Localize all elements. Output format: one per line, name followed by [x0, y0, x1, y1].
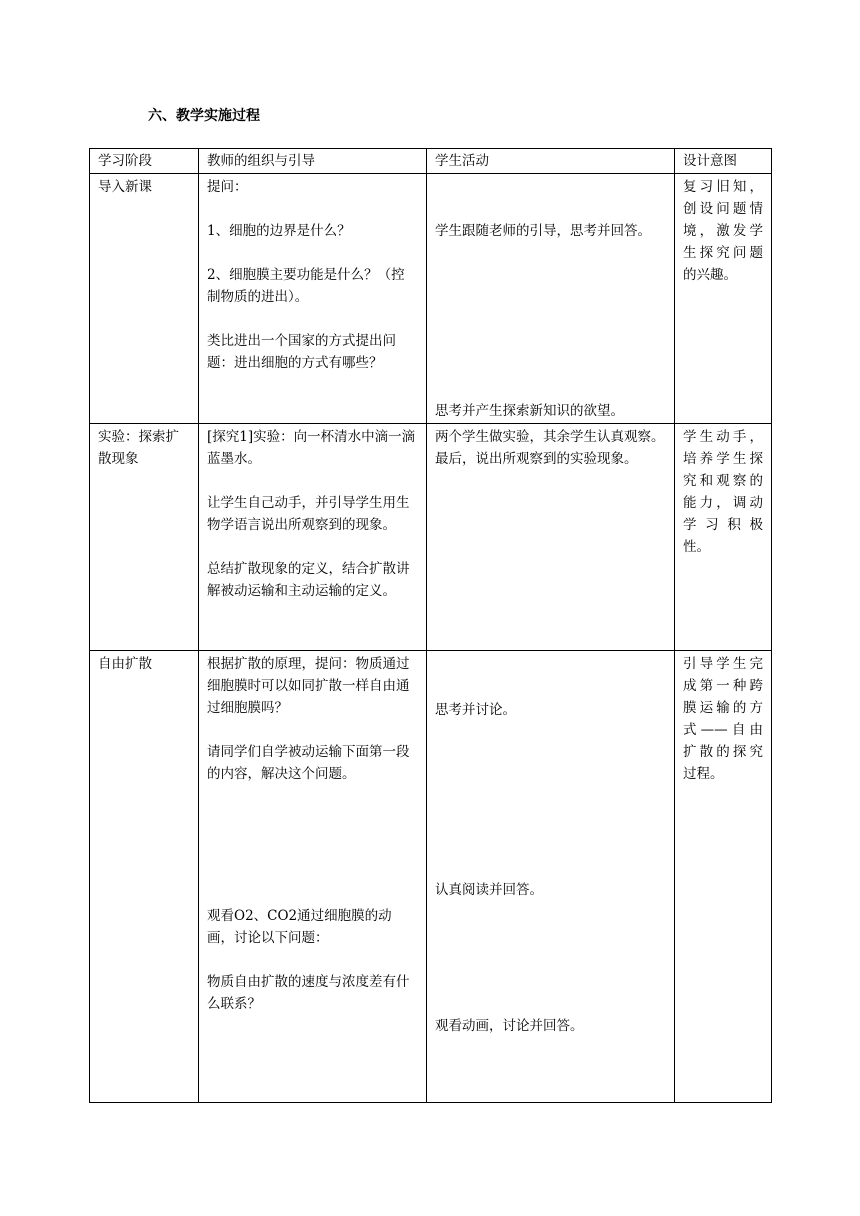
teacher-line: 请同学们自学被动运输下面第一段的内容，解决这个问题。 [207, 744, 410, 782]
teacher-line: 物质自由扩散的速度与浓度差有什么联系？ [207, 974, 410, 1012]
teacher-line: 2、细胞膜主要功能是什么？（控制物质的进出）。 [207, 267, 405, 305]
table-row [90, 424, 772, 651]
teacher-cell [199, 424, 427, 651]
section-title: 六、教学实施过程 [148, 108, 260, 124]
table-header-row [90, 149, 772, 174]
header-student: 学生活动 [427, 149, 675, 174]
stage-cell: 实验：探索扩散现象 [90, 424, 199, 651]
teacher-line: 总结扩散现象的定义，结合扩散讲解被动运输和主动运输的定义。 [207, 561, 410, 599]
teacher-cell [199, 174, 427, 424]
student-line: 两个学生做实验，其余学生认真观察。最后，说出所观察到的实验现象。 [435, 429, 665, 467]
stage-cell: 导入新课 [90, 174, 199, 424]
teacher-line: 观看O2、CO2通过细胞膜的动画，讨论以下问题： [207, 908, 392, 946]
teacher-line: 提问： [207, 179, 248, 195]
teacher-line: 根据扩散的原理，提问：物质通过细胞膜时可以如同扩散一样自由通过细胞膜吗？ [207, 656, 410, 716]
intent-cell: 复习旧知，创设问题情境，激发学生探究问题的兴趣。 [675, 174, 772, 424]
teacher-line: 类比进出一个国家的方式提出问题：进出细胞的方式有哪些？ [207, 333, 396, 371]
intent-cell: 引导学生完成第一种跨膜运输的方式——自由扩散的探究过程。 [675, 651, 772, 1103]
teacher-cell [199, 651, 427, 1103]
student-line: 思考并产生探索新知识的欲望。 [435, 403, 624, 419]
table-row [90, 174, 772, 424]
teacher-line: 1、细胞的边界是什么？ [207, 223, 351, 239]
student-cell [427, 174, 675, 424]
header-teacher: 教师的组织与引导 [199, 149, 427, 174]
header-intent: 设计意图 [675, 149, 772, 174]
header-stage: 学习阶段 [90, 149, 199, 174]
stage-cell: 自由扩散 [90, 651, 199, 1103]
student-cell [427, 651, 675, 1103]
student-line: 思考并讨论。 [435, 702, 516, 718]
teacher-line: [探究1]实验：向一杯清水中滴一滴蓝墨水。 [207, 429, 416, 467]
teaching-process-table [89, 148, 772, 1103]
table-row [90, 651, 772, 1103]
teacher-line: 让学生自己动手，并引导学生用生物学语言说出所观察到的现象。 [207, 495, 410, 533]
student-cell [427, 424, 675, 651]
student-line: 学生跟随老师的引导，思考并回答。 [435, 223, 651, 239]
student-line: 观看动画，讨论并回答。 [435, 1018, 584, 1034]
intent-cell: 学生动手，培养学生探究和观察的能力，调动学习积极性。 [675, 424, 772, 651]
student-line: 认真阅读并回答。 [435, 882, 543, 898]
